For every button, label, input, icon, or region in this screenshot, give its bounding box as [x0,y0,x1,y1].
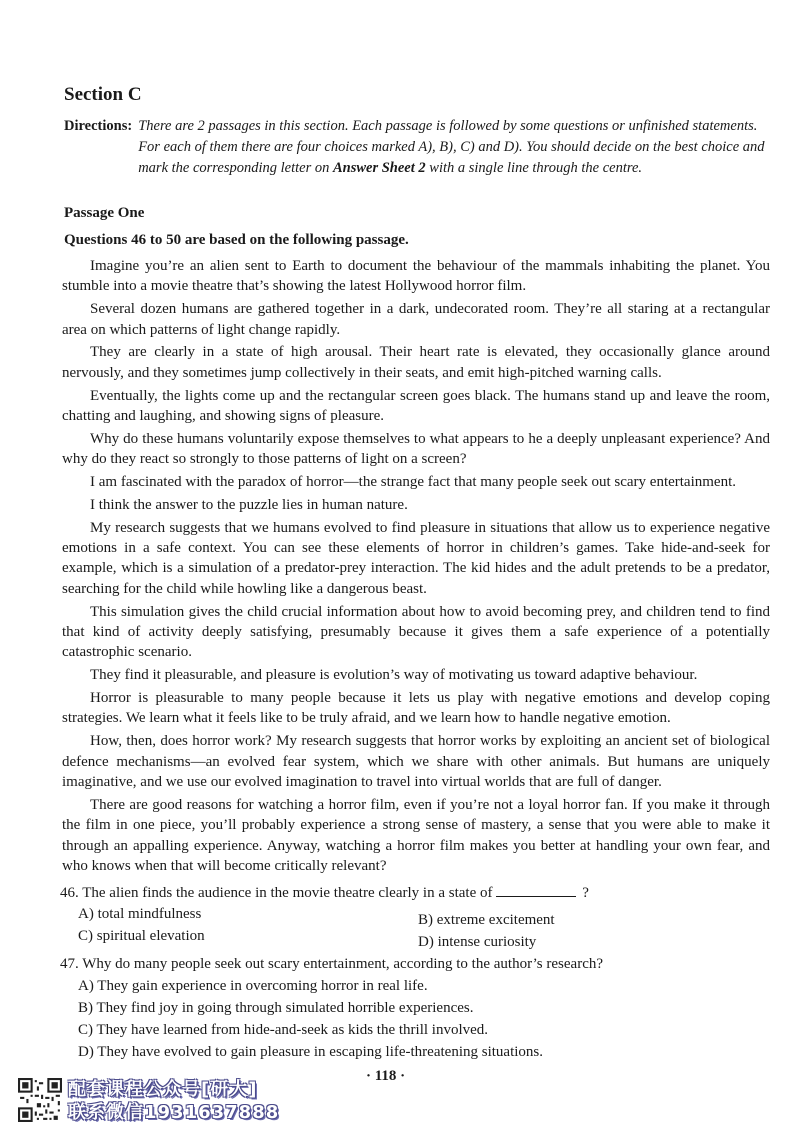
passage-body [62,256,770,879]
directions-body [138,116,774,179]
questions-heading: Questions 46 to 50 are based on the following passage. [64,232,409,248]
question-47-stem: 47. Why do many people seek out scary entertainment, according to the author’s research? [60,956,604,972]
directions-text-1: There are 2 passages in this section. Each passage is followed by some questions or unfinished statements. For each of them there are four choices marked A), B), C) and D). You should decide on the best choice and mark the corresponding letter on [138,118,765,176]
paragraph: They are clearly in a state of high arousal. Their heart rate is elevated, they occasionally glance around nervously, and they sometimes jump collectively in their seats, and emit high-pitched warning calls. [62,344,770,381]
directions [64,116,774,179]
promo-watermark [68,1078,328,1124]
q46-option-a[interactable]: A) total mindfulness [78,906,202,922]
paragraph: This simulation gives the child crucial information about how to avoid becoming prey, and children tend to find that kind of activity deeply satisfying, presumably because it gives them a safe experience of a potentially catastrophic scenario. [62,603,770,661]
paragraph: My research suggests that we humans evolved to find pleasure in situations that allow us to experience negative emotions in a safe context. You can see these elements of horror in children’s games. Take hide-and-seek for example, which is a simulation of a predator-prey interaction. The kid hides and the adult pretends to be a predator, searching for the child while howling like a dangerous beast. [62,519,770,597]
answer-sheet-ref: Answer Sheet 2 [332,160,426,176]
q47-option-a[interactable]: A) They gain experience in overcoming horror in real life. [78,978,428,994]
paragraph: Eventually, the lights come up and the rectangular screen goes black. The humans stand up and leave the room, chatting and laughing, and showing signs of pleasure. [62,387,770,425]
paragraph: I am fascinated with the paradox of horror—the strange fact that many people seek out scary entertainment. [90,474,737,491]
answer-blank [496,882,576,897]
q46-option-d[interactable]: D) intense curiosity [418,934,537,950]
paragraph: There are good reasons for watching a horror film, even if you’re not a loyal horror fan. If you make it through the film in one piece, you’ll probably experience a strong sense of mastery, a sense that you were able to make it through an appalling experience. Anyway, watching a horror film makes you better at handling your own fear, and who knows when that will become critically relevant? [62,796,770,875]
question-46-stem [60,882,589,903]
section-title: Section C [64,84,142,105]
directions-text-2: with a single line through the centre. [425,160,643,176]
question-46-text: 46. The alien finds the audience in the movie theatre clearly in a state of [60,885,493,901]
paragraph: Several dozen humans are gathered together in a dark, undecorated room. They’re all staring at a rectangular area on which patterns of light change rapidly. [62,301,770,338]
paragraph: Why do these humans voluntarily expose themselves to what appears to he a deeply unpleasant experience? And why do they react so strongly to those patterns of light on a screen? [62,430,770,468]
promo-line-1: 配套课程公众号[研大] [68,1079,258,1100]
page-number: · 118 · [366,1068,406,1084]
paragraph: They find it pleasurable, and pleasure is evolution’s way of motivating us toward adaptive behaviour. [90,667,698,684]
q46-option-c[interactable]: C) spiritual elevation [78,928,205,944]
q47-option-d[interactable]: D) They have evolved to gain pleasure in escaping life-threatening situations. [78,1044,543,1060]
paragraph: Horror is pleasurable to many people because it lets us play with negative emotions and develop coping strategies. We learn what it feels like to be truly afraid, and we learn how to handle negative emotion. [62,690,770,727]
q46-option-b[interactable]: B) extreme excitement [418,912,555,928]
question-46-end: ? [582,885,589,901]
directions-label: Directions: [64,118,133,134]
q47-option-b[interactable]: B) They find joy in going through simulated horrible experiences. [78,1000,474,1016]
passage-title: Passage One [64,205,145,221]
paragraph: Imagine you’re an alien sent to Earth to document the behaviour of the mammals inhabiting the planet. You stumble into a movie theatre that’s showing the latest Hollywood horror film. [62,258,770,295]
paragraph: I think the answer to the puzzle lies in human nature. [90,496,408,513]
paragraph: How, then, does horror work? My research suggests that horror works by exploiting an ancient set of biological defence mechanisms—an evolved fear system, which we share with other animals. But humans are uniquely imaginative, and we use our evolved imagination to travel into virtual worlds that are full of danger. [62,733,770,791]
q47-option-c[interactable]: C) They have learned from hide-and-seek as kids the thrill involved. [78,1022,489,1038]
qr-code-icon [18,1078,62,1122]
promo-line-2: 联系微信1931637888 [68,1102,280,1123]
